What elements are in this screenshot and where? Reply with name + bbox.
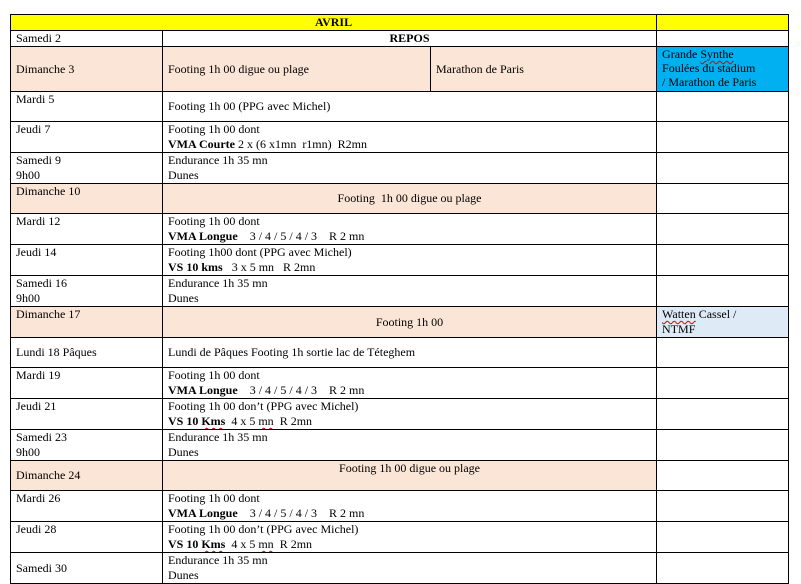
day-cell: Dimanche 10 <box>11 184 163 214</box>
session-cell: Footing 1h 00 digue ou plage <box>163 184 657 214</box>
day-cell: Samedi 9 9h00 <box>11 153 163 184</box>
table-row <box>11 31 789 47</box>
race-cell: Grande Synthe Foulées du stadium / Marathon de Paris <box>657 47 789 92</box>
table-row <box>11 184 789 214</box>
month-header-empty-cell <box>657 15 789 31</box>
day-cell: Mardi 12 <box>11 214 163 245</box>
day-cell: Dimanche 17 <box>11 307 163 338</box>
day-cell: Mardi 19 <box>11 368 163 399</box>
month-header-row <box>11 15 789 31</box>
session-cell: Footing 1h 00 dont VMA Courte 2 x (6 x1mn r1mn) R2mn <box>163 122 657 153</box>
race-cell <box>657 491 789 522</box>
race-cell <box>657 184 789 214</box>
day-cell: Dimanche 24 <box>11 461 163 491</box>
session-cell: Endurance 1h 35 mn Dunes <box>163 153 657 184</box>
race-cell <box>657 368 789 399</box>
session-cell: Footing 1h 00 (PPG avec Michel) <box>163 92 657 122</box>
session-cell: Footing 1h 00 don’t (PPG avec Michel) VS 10 Kms 4 x 5 mn R 2mn <box>163 399 657 430</box>
event-cell: Marathon de Paris <box>431 47 657 92</box>
day-cell: Jeudi 7 <box>11 122 163 153</box>
table-row <box>11 491 789 522</box>
day-cell: Jeudi 28 <box>11 522 163 553</box>
race-cell: Watten Cassel / NTMF <box>657 307 789 338</box>
day-cell: Samedi 30 <box>11 553 163 584</box>
table-row <box>11 430 789 461</box>
day-cell: Dimanche 3 <box>11 47 163 92</box>
race-cell <box>657 399 789 430</box>
session-cell: Footing 1h 00 digue ou plage <box>163 47 431 92</box>
race-cell <box>657 461 789 491</box>
race-cell <box>657 122 789 153</box>
day-cell: Samedi 2 <box>11 31 163 47</box>
table-row <box>11 153 789 184</box>
table-row <box>11 461 789 491</box>
rest-label: REPOS <box>163 31 657 47</box>
race-cell <box>657 31 789 47</box>
day-cell: Mardi 26 <box>11 491 163 522</box>
table-row <box>11 338 789 368</box>
month-title: AVRIL <box>11 15 657 31</box>
session-cell: Endurance 1h 35 mn Dunes <box>163 430 657 461</box>
table-row <box>11 245 789 276</box>
session-cell: Footing 1h 00 dont VMA Longue 3 / 4 / 5 / 4 / 3 R 2 mn <box>163 491 657 522</box>
day-cell: Samedi 16 9h00 <box>11 276 163 307</box>
race-cell <box>657 214 789 245</box>
race-cell <box>657 553 789 584</box>
day-cell: Jeudi 21 <box>11 399 163 430</box>
table-row <box>11 553 789 584</box>
day-cell: Lundi 18 Pâques <box>11 338 163 368</box>
training-plan-table <box>10 14 789 584</box>
table-row <box>11 399 789 430</box>
race-cell <box>657 245 789 276</box>
table-row <box>11 307 789 338</box>
session-cell: Lundi de Pâques Footing 1h sortie lac de Téteghem <box>163 338 657 368</box>
session-cell: Endurance 1h 35 mn Dunes <box>163 276 657 307</box>
table-row <box>11 522 789 553</box>
table-row <box>11 122 789 153</box>
race-cell <box>657 522 789 553</box>
table-row <box>11 214 789 245</box>
session-cell: Footing 1h 00 <box>163 307 657 338</box>
race-cell <box>657 92 789 122</box>
session-cell: Footing 1h00 dont (PPG avec Michel) VS 10 kms 3 x 5 mn R 2mn <box>163 245 657 276</box>
table-row <box>11 92 789 122</box>
day-cell: Mardi 5 <box>11 92 163 122</box>
table-row <box>11 47 789 92</box>
session-cell: Footing 1h 00 digue ou plage <box>163 461 657 491</box>
session-cell: Endurance 1h 35 mn Dunes <box>163 553 657 584</box>
table-row <box>11 276 789 307</box>
day-cell: Samedi 23 9h00 <box>11 430 163 461</box>
race-cell <box>657 430 789 461</box>
table-row <box>11 368 789 399</box>
race-cell <box>657 338 789 368</box>
session-cell: Footing 1h 00 dont VMA Longue 3 / 4 / 5 / 4 / 3 R 2 mn <box>163 368 657 399</box>
race-cell <box>657 153 789 184</box>
day-cell: Jeudi 14 <box>11 245 163 276</box>
session-cell: Footing 1h 00 dont VMA Longue 3 / 4 / 5 / 4 / 3 R 2 mn <box>163 214 657 245</box>
race-cell <box>657 276 789 307</box>
session-cell: Footing 1h 00 don’t (PPG avec Michel) VS 10 Kms 4 x 5 mn R 2mn <box>163 522 657 553</box>
